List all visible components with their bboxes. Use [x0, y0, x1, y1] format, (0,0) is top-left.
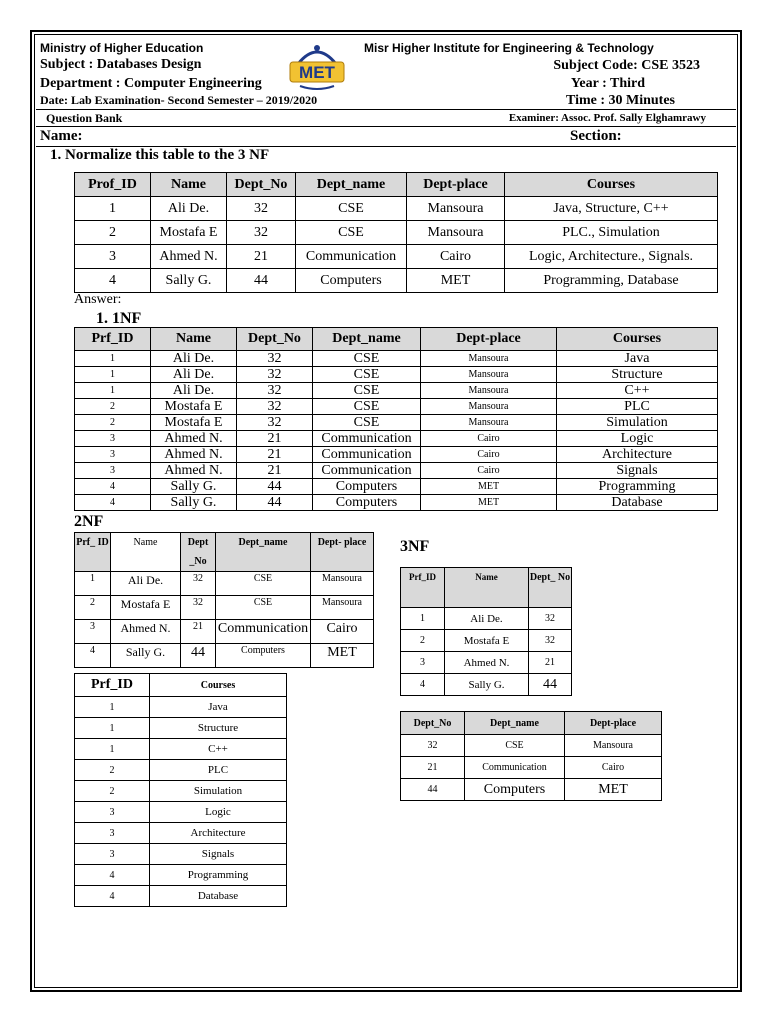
- table-cell: Mansoura: [421, 383, 557, 399]
- table-row: [75, 844, 287, 865]
- table-cell: Sally G.: [111, 644, 181, 668]
- table-row: [75, 495, 718, 511]
- nf1-table: [74, 327, 718, 511]
- table-cell: Structure: [557, 367, 718, 383]
- table-cell: 21: [237, 431, 313, 447]
- table-cell: 32: [181, 572, 216, 596]
- column-header: Dept_name: [313, 328, 421, 351]
- nf2-courses-table: [74, 673, 287, 907]
- column-header: Dept-place: [407, 173, 505, 197]
- table-cell: Mansoura: [407, 197, 505, 221]
- table-cell: 44: [529, 674, 572, 696]
- table-cell: Simulation: [150, 781, 287, 802]
- column-header: Prf_ID: [75, 674, 150, 697]
- table-cell: Ahmed N.: [151, 447, 237, 463]
- table-cell: Ahmed N.: [151, 245, 227, 269]
- table-row: [75, 415, 718, 431]
- table-cell: Mansoura: [407, 221, 505, 245]
- table-cell: 32: [237, 415, 313, 431]
- table-cell: Logic: [150, 802, 287, 823]
- table-cell: CSE: [296, 197, 407, 221]
- table-header-row: [75, 328, 718, 351]
- nf1-label: 1. 1NF: [96, 310, 142, 327]
- table-cell: Java: [150, 697, 287, 718]
- table-cell: 32: [529, 630, 572, 652]
- table-cell: 44: [401, 779, 465, 801]
- table-cell: Mostafa E: [151, 221, 227, 245]
- column-header: Dept_name: [216, 533, 311, 572]
- column-header: Courses: [557, 328, 718, 351]
- table-header-row: [75, 173, 718, 197]
- table-cell: CSE: [296, 221, 407, 245]
- table-row: [75, 221, 718, 245]
- table-cell: Ahmed N.: [111, 620, 181, 644]
- table-cell: 1: [75, 718, 150, 739]
- table-row: [75, 447, 718, 463]
- table-cell: Ali De.: [151, 383, 237, 399]
- table-cell: Ali De.: [151, 351, 237, 367]
- table-cell: 21: [227, 245, 296, 269]
- table-cell: 32: [401, 735, 465, 757]
- table-cell: Computers: [313, 495, 421, 511]
- table-header-row: [75, 533, 374, 572]
- table-cell: Computers: [296, 269, 407, 293]
- column-header: Dept- place: [311, 533, 374, 572]
- table-cell: 4: [75, 865, 150, 886]
- table-cell: Mansoura: [421, 415, 557, 431]
- table-cell: 2: [75, 781, 150, 802]
- table-cell: 32: [227, 197, 296, 221]
- table-cell: Signals: [557, 463, 718, 479]
- subject-code-text: Subject Code: CSE 3523: [553, 58, 700, 73]
- table-cell: Structure: [150, 718, 287, 739]
- table-row: [75, 197, 718, 221]
- table-row: [75, 644, 374, 668]
- column-header: Dept_name: [296, 173, 407, 197]
- table-row: [401, 608, 572, 630]
- table-row: [75, 865, 287, 886]
- table-cell: 2: [75, 399, 151, 415]
- date-text: Date: Lab Examination- Second Semester – 2019/2020: [40, 93, 318, 107]
- table-cell: Programming: [150, 865, 287, 886]
- table-cell: 21: [401, 757, 465, 779]
- table-cell: Programming: [557, 479, 718, 495]
- table-cell: Computers: [313, 479, 421, 495]
- institute-logo: [284, 42, 350, 94]
- table-cell: Computers: [465, 779, 565, 801]
- table-row: [75, 431, 718, 447]
- table-header-row: [401, 712, 662, 735]
- table-row: [75, 383, 718, 399]
- question-bank-text: Question Bank: [46, 111, 123, 125]
- table-cell: 32: [237, 399, 313, 415]
- table-cell: PLC: [557, 399, 718, 415]
- table-cell: Mostafa E: [151, 399, 237, 415]
- table-cell: 32: [237, 351, 313, 367]
- table-cell: Mansoura: [311, 596, 374, 620]
- column-header: Prf_ID: [75, 328, 151, 351]
- table-cell: Logic, Architecture., Signals.: [505, 245, 718, 269]
- table-cell: Sally G.: [151, 269, 227, 293]
- table-cell: Cairo: [421, 431, 557, 447]
- table-cell: 32: [529, 608, 572, 630]
- table-cell: 3: [75, 823, 150, 844]
- table-cell: Communication: [313, 431, 421, 447]
- table-row: [401, 779, 662, 801]
- table-cell: 32: [227, 221, 296, 245]
- table-row: [75, 596, 374, 620]
- table-cell: Ali De.: [445, 608, 529, 630]
- unnormalized-table: [74, 172, 718, 293]
- table-cell: PLC: [150, 760, 287, 781]
- table-cell: MET: [421, 495, 557, 511]
- table-cell: Sally G.: [151, 495, 237, 511]
- column-header: Name: [151, 328, 237, 351]
- table-row: [75, 697, 287, 718]
- table-cell: 44: [237, 495, 313, 511]
- table-cell: 4: [401, 674, 445, 696]
- column-header: Name: [445, 568, 529, 608]
- nf3-professor-table: [400, 567, 572, 696]
- table-cell: 2: [75, 221, 151, 245]
- nf2-label: 2NF: [74, 513, 104, 530]
- table-cell: 4: [75, 479, 151, 495]
- table-cell: CSE: [216, 596, 311, 620]
- table-cell: 4: [75, 886, 150, 907]
- table-cell: 3: [75, 245, 151, 269]
- table-cell: 2: [75, 415, 151, 431]
- table-cell: 32: [237, 367, 313, 383]
- table-row: [75, 245, 718, 269]
- table-cell: 3: [75, 802, 150, 823]
- table-cell: CSE: [465, 735, 565, 757]
- table-cell: 3: [75, 844, 150, 865]
- table-cell: Ali De.: [151, 197, 227, 221]
- table-row: [75, 620, 374, 644]
- table-header-row: [75, 674, 287, 697]
- table-cell: MET: [421, 479, 557, 495]
- table-cell: CSE: [313, 415, 421, 431]
- table-cell: Cairo: [311, 620, 374, 644]
- table-cell: 21: [237, 447, 313, 463]
- column-header: Dept _No: [181, 533, 216, 572]
- divider-line: [36, 126, 736, 127]
- divider-line: [36, 109, 736, 110]
- table-cell: 1: [75, 739, 150, 760]
- table-cell: 4: [75, 644, 111, 668]
- table-cell: CSE: [313, 383, 421, 399]
- table-cell: 3: [75, 620, 111, 644]
- table-cell: Communication: [313, 447, 421, 463]
- table-cell: Cairo: [565, 757, 662, 779]
- table-cell: 1: [75, 197, 151, 221]
- time-text: Time : 30 Minutes: [565, 93, 675, 108]
- table-cell: Java: [557, 351, 718, 367]
- table-cell: CSE: [313, 351, 421, 367]
- table-cell: 2: [75, 760, 150, 781]
- nf3-label: 3NF: [400, 538, 430, 555]
- column-header: Name: [151, 173, 227, 197]
- table-cell: Communication: [313, 463, 421, 479]
- table-cell: 32: [237, 383, 313, 399]
- column-header: Dept_name: [465, 712, 565, 735]
- table-cell: 32: [181, 596, 216, 620]
- table-cell: 1: [75, 572, 111, 596]
- table-cell: Logic: [557, 431, 718, 447]
- table-row: [401, 630, 572, 652]
- department-text: Department : Computer Engineering: [40, 76, 262, 91]
- table-cell: Mostafa E: [111, 596, 181, 620]
- column-header: Dept_ No: [529, 568, 572, 608]
- ministry-text: Ministry of Higher Education: [40, 41, 204, 55]
- table-cell: 1: [401, 608, 445, 630]
- table-row: [75, 399, 718, 415]
- table-cell: Cairo: [407, 245, 505, 269]
- table-cell: Mostafa E: [151, 415, 237, 431]
- table-row: [75, 886, 287, 907]
- table-row: [75, 739, 287, 760]
- table-cell: Programming, Database: [505, 269, 718, 293]
- table-cell: MET: [407, 269, 505, 293]
- table-cell: Mansoura: [565, 735, 662, 757]
- table-cell: Sally G.: [151, 479, 237, 495]
- table-cell: Cairo: [421, 463, 557, 479]
- table-row: [75, 367, 718, 383]
- table-cell: 1: [75, 697, 150, 718]
- column-header: Prof_ID: [75, 173, 151, 197]
- nf3-department-table: [400, 711, 662, 801]
- column-header: Courses: [150, 674, 287, 697]
- table-cell: 3: [75, 463, 151, 479]
- table-cell: 4: [75, 495, 151, 511]
- table-cell: Sally G.: [445, 674, 529, 696]
- table-cell: Ahmed N.: [151, 463, 237, 479]
- table-row: [401, 674, 572, 696]
- table-row: [401, 735, 662, 757]
- table-cell: Mansoura: [421, 367, 557, 383]
- table-row: [75, 463, 718, 479]
- table-header-row: [401, 568, 572, 608]
- table-cell: 3: [401, 652, 445, 674]
- column-header: Dept-place: [421, 328, 557, 351]
- column-header: Dept_No: [227, 173, 296, 197]
- section-label: Section:: [570, 128, 622, 144]
- table-cell: 1: [75, 367, 151, 383]
- subject-text: Subject : Databases Design: [40, 57, 202, 72]
- examiner-text: Examiner: Assoc. Prof. Sally Elghamrawy: [508, 112, 706, 124]
- table-cell: 21: [237, 463, 313, 479]
- table-row: [75, 572, 374, 596]
- table-cell: 44: [227, 269, 296, 293]
- logo-lettering: MET: [299, 63, 335, 82]
- column-header: Dept_No: [237, 328, 313, 351]
- table-row: [75, 781, 287, 802]
- table-cell: Signals: [150, 844, 287, 865]
- table-cell: 44: [237, 479, 313, 495]
- table-cell: 2: [401, 630, 445, 652]
- table-cell: Architecture: [557, 447, 718, 463]
- table-row: [75, 823, 287, 844]
- table-cell: Architecture: [150, 823, 287, 844]
- table-cell: MET: [311, 644, 374, 668]
- table-row: [75, 760, 287, 781]
- table-cell: 3: [75, 447, 151, 463]
- table-cell: Database: [150, 886, 287, 907]
- table-cell: 21: [529, 652, 572, 674]
- table-cell: CSE: [313, 367, 421, 383]
- table-row: [75, 351, 718, 367]
- table-cell: 3: [75, 431, 151, 447]
- table-row: [401, 652, 572, 674]
- table-cell: Ali De.: [111, 572, 181, 596]
- column-header: Dept-place: [565, 712, 662, 735]
- year-text: Year : Third: [570, 76, 645, 91]
- table-row: [75, 802, 287, 823]
- table-cell: Database: [557, 495, 718, 511]
- table-cell: 21: [181, 620, 216, 644]
- table-cell: Communication: [216, 620, 311, 644]
- table-cell: Mansoura: [421, 399, 557, 415]
- institute-text: Misr Higher Institute for Engineering & Technology: [364, 41, 654, 55]
- table-cell: Mansoura: [421, 351, 557, 367]
- table-cell: Ahmed N.: [151, 431, 237, 447]
- table-cell: 4: [75, 269, 151, 293]
- column-header: Courses: [505, 173, 718, 197]
- table-row: [401, 757, 662, 779]
- table-cell: 1: [75, 383, 151, 399]
- table-cell: Mostafa E: [445, 630, 529, 652]
- table-cell: 2: [75, 596, 111, 620]
- column-header: Prf_ID: [401, 568, 445, 608]
- table-row: [75, 269, 718, 293]
- question-text: 1. Normalize this table to the 3 NF: [50, 147, 270, 163]
- table-cell: PLC., Simulation: [505, 221, 718, 245]
- table-cell: Mansoura: [311, 572, 374, 596]
- table-row: [75, 479, 718, 495]
- table-row: [75, 718, 287, 739]
- table-cell: CSE: [313, 399, 421, 415]
- table-cell: Simulation: [557, 415, 718, 431]
- table-cell: 1: [75, 351, 151, 367]
- table-cell: Ahmed N.: [445, 652, 529, 674]
- table-cell: CSE: [216, 572, 311, 596]
- answer-label: Answer:: [74, 292, 122, 307]
- table-cell: C++: [150, 739, 287, 760]
- nf2-professor-table: [74, 532, 374, 668]
- table-cell: Java, Structure, C++: [505, 197, 718, 221]
- table-cell: C++: [557, 383, 718, 399]
- column-header: Name: [111, 533, 181, 572]
- table-cell: Cairo: [421, 447, 557, 463]
- table-cell: 44: [181, 644, 216, 668]
- column-header: Prf_ ID: [75, 533, 111, 572]
- table-cell: Communication: [465, 757, 565, 779]
- column-header: Dept_No: [401, 712, 465, 735]
- table-cell: Communication: [296, 245, 407, 269]
- table-cell: Ali De.: [151, 367, 237, 383]
- name-label: Name:: [40, 128, 83, 144]
- table-cell: Computers: [216, 644, 311, 668]
- table-cell: MET: [565, 779, 662, 801]
